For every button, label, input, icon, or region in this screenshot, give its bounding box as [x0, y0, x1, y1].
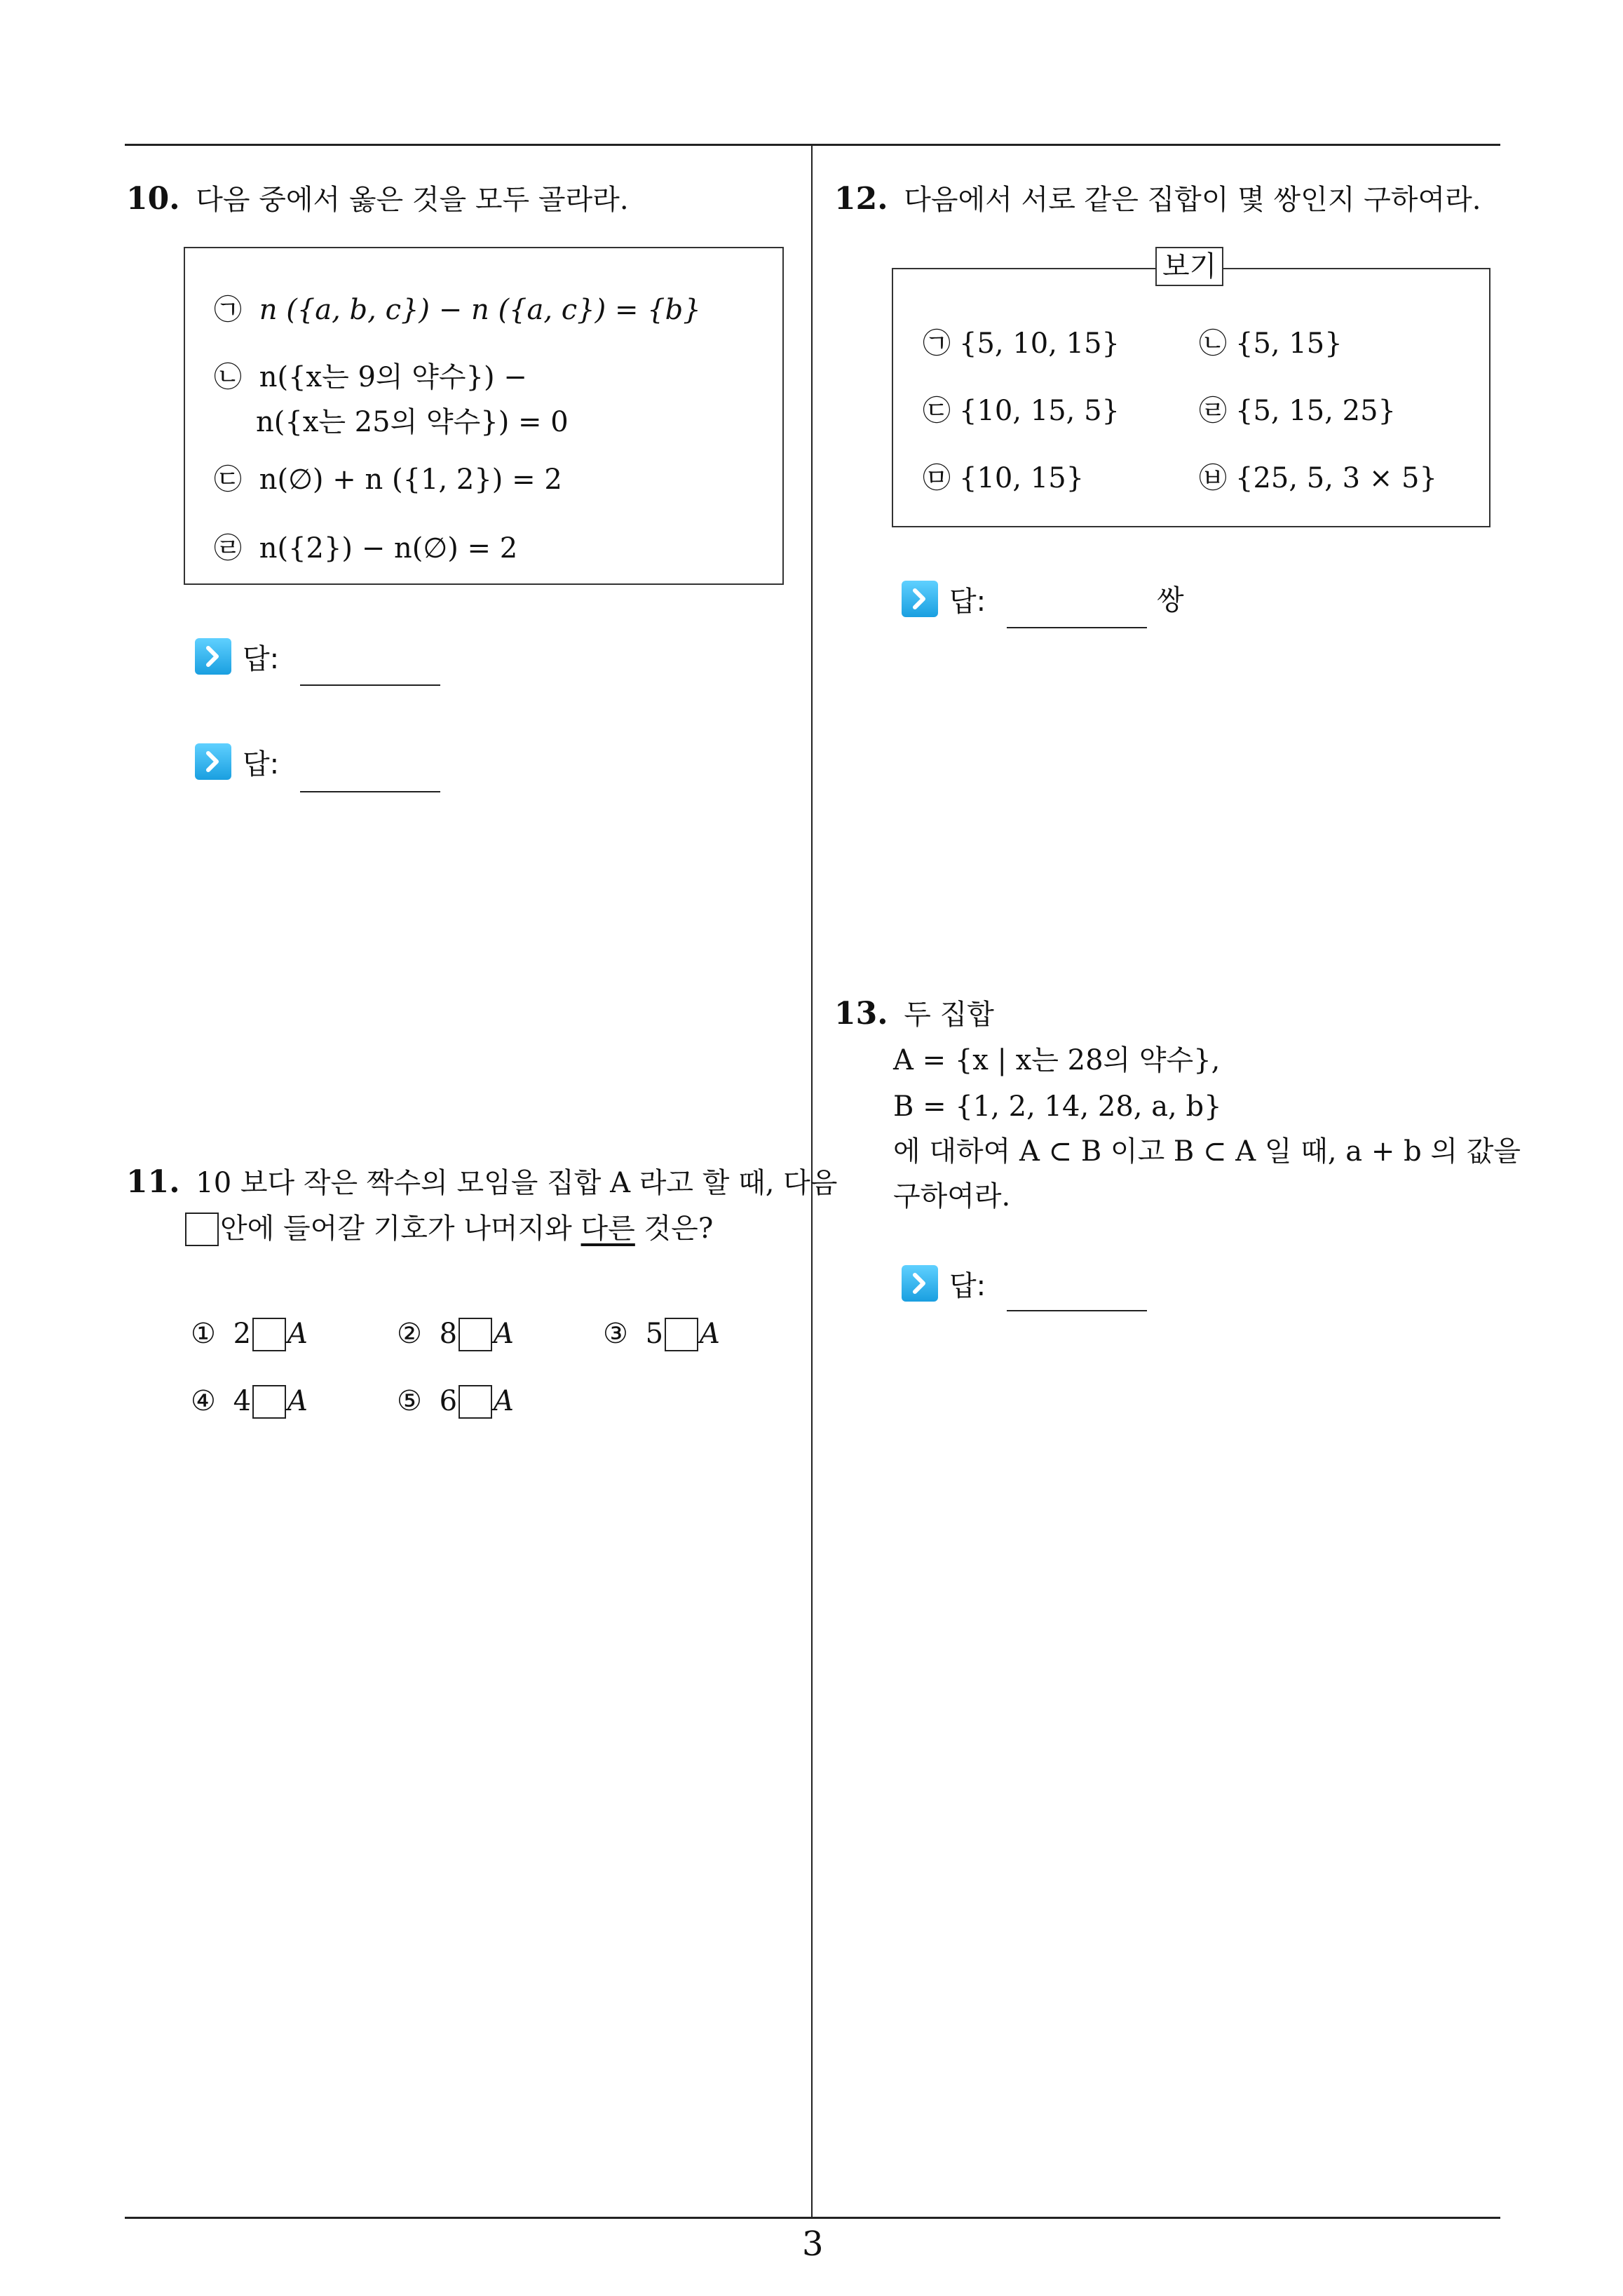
item-expression: n ({a, b, c}) − n ({a, c}) = {b}	[259, 294, 701, 326]
choice-number: 4	[233, 1385, 252, 1417]
item-set: {5, 15}	[1235, 327, 1343, 360]
answer-arrow-icon	[195, 743, 231, 780]
bogi-item	[1199, 393, 1396, 429]
choice-mark: ③	[603, 1318, 628, 1350]
question-number: 11.	[126, 1164, 180, 1200]
item-mark: ㉠	[214, 294, 242, 326]
choice-mark: ⑤	[397, 1385, 422, 1417]
choice-number: 5	[645, 1318, 664, 1350]
q10-item-continuation	[256, 404, 569, 440]
item-mark: ㉡	[1199, 327, 1227, 360]
question-prompt: 다음에서 서로 같은 집합이 몇 쌍인지 구하여라.	[904, 184, 1481, 216]
question-13-line	[893, 1042, 1220, 1079]
blank-box	[665, 1318, 698, 1351]
question-11-header	[126, 1164, 837, 1201]
item-mark: ㉢	[214, 464, 242, 496]
item-expression: n(∅) + n ({1, 2}) = 2	[259, 464, 562, 496]
bogi-item	[923, 393, 1120, 429]
choice-mark: ②	[397, 1318, 422, 1350]
answer-arrow-icon	[195, 638, 231, 675]
item-set: {25, 5, 3 × 5}	[1235, 462, 1437, 494]
answer-label: 답:	[949, 586, 986, 618]
page-number: 3	[802, 2224, 824, 2264]
choice-mark: ①	[191, 1318, 216, 1350]
answer-blank[interactable]	[300, 791, 440, 792]
item-set: {10, 15}	[959, 462, 1085, 494]
bogi-title: 보기	[1155, 247, 1223, 286]
question-text: A = {x | x는 28의 약수},	[893, 1044, 1221, 1076]
item-expression: n({x는 9의 약수}) −	[259, 361, 527, 393]
answer-arrow-icon	[902, 581, 938, 617]
answer-unit: 쌍	[1157, 584, 1184, 616]
question-10-header	[126, 181, 629, 218]
question-number: 13.	[834, 996, 888, 1032]
question-12-header	[834, 181, 1481, 218]
question-text: 것은?	[634, 1213, 714, 1245]
question-text: 에 대하여 A ⊂ B 이고 B ⊂ A 일 때, a + b 의 값을	[893, 1135, 1521, 1168]
choice[interactable]	[603, 1316, 720, 1352]
choice[interactable]	[191, 1316, 308, 1352]
choice-mark: ④	[191, 1385, 216, 1417]
answer-label: 답:	[243, 748, 280, 781]
item-set: {5, 15, 25}	[1235, 395, 1397, 427]
item-mark: ㉣	[1199, 395, 1227, 427]
blank-box	[252, 1318, 286, 1351]
question-13-line	[893, 1178, 1010, 1215]
question-text: 구하여라.	[893, 1180, 1011, 1213]
choice-set: A	[494, 1318, 514, 1350]
item-mark: ㉣	[214, 532, 242, 565]
answer-arrow-icon	[902, 1265, 938, 1302]
question-prompt: 다음 중에서 옳은 것을 모두 골라라.	[196, 184, 629, 216]
choice-number: 6	[439, 1385, 458, 1417]
q10-item	[214, 359, 527, 396]
item-expression: n({x는 25의 약수}) = 0	[256, 406, 569, 438]
item-mark: ㉠	[923, 327, 951, 360]
choice-number: 2	[233, 1318, 252, 1350]
question-prompt: 10 보다 작은 짝수의 모임을 집합 A 라고 할 때, 다음	[196, 1167, 838, 1199]
item-mark: ㉤	[923, 462, 951, 494]
blank-box	[185, 1213, 219, 1246]
answer-blank[interactable]	[300, 684, 440, 686]
question-11-line2	[184, 1210, 713, 1247]
item-set: {5, 10, 15}	[959, 327, 1120, 360]
bogi-item	[1199, 325, 1343, 362]
question-text: 안에 들어갈 기호가 나머지와	[220, 1213, 581, 1245]
q10-item	[214, 530, 517, 567]
answer-label: 답:	[949, 1270, 986, 1302]
choice-set: A	[287, 1318, 308, 1350]
answer-blank[interactable]	[1007, 1310, 1147, 1311]
bottom-rule	[125, 2217, 1500, 2219]
question-number: 12.	[834, 181, 888, 217]
blank-box	[252, 1385, 286, 1419]
q10-item	[214, 292, 701, 328]
question-13-line	[893, 1133, 1521, 1170]
bogi-item	[1199, 460, 1437, 497]
item-set: {10, 15, 5}	[959, 395, 1120, 427]
bogi-item	[923, 460, 1084, 497]
item-mark: ㉢	[923, 395, 951, 427]
item-mark: ㉡	[214, 361, 242, 393]
q10-item	[214, 461, 562, 498]
answer-label: 답:	[243, 643, 280, 675]
question-number: 10.	[126, 181, 180, 217]
question-text: 두 집합	[904, 999, 994, 1031]
underlined-word: 다른	[580, 1213, 635, 1245]
blank-box	[459, 1318, 492, 1351]
choice-set: A	[700, 1318, 720, 1350]
bogi-item	[923, 325, 1120, 362]
choice[interactable]	[397, 1316, 514, 1352]
choice[interactable]	[191, 1383, 308, 1419]
question-text: B = {1, 2, 14, 28, a, b}	[893, 1090, 1222, 1123]
blank-box	[459, 1385, 492, 1419]
question-13-line	[893, 1088, 1222, 1125]
answer-blank[interactable]	[1007, 627, 1147, 628]
choice-set: A	[287, 1385, 308, 1417]
choice-set: A	[494, 1385, 514, 1417]
choice[interactable]	[397, 1383, 514, 1419]
question-13-header	[834, 996, 994, 1033]
top-rule	[125, 144, 1500, 146]
choice-number: 8	[439, 1318, 458, 1350]
item-expression: n({2}) − n(∅) = 2	[259, 532, 518, 565]
item-mark: ㉥	[1199, 462, 1227, 494]
